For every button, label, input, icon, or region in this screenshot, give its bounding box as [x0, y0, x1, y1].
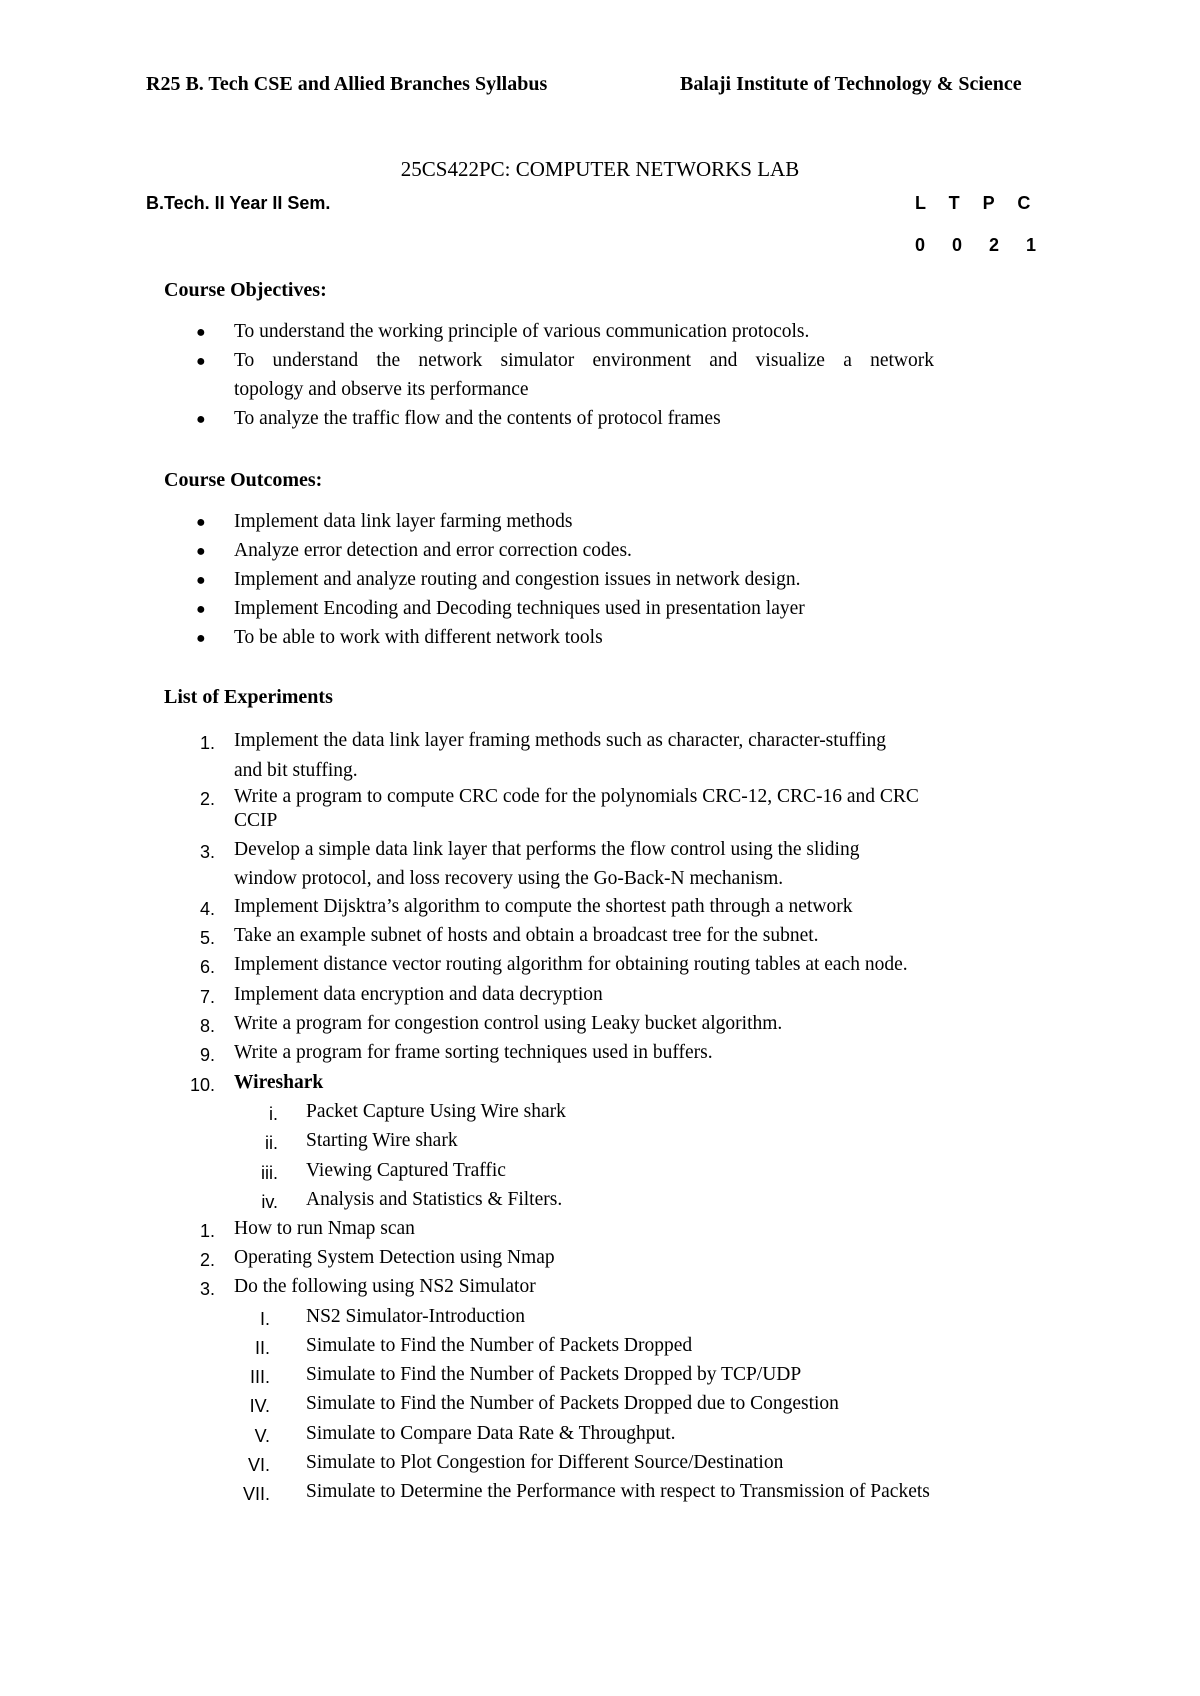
list-marker: i.	[269, 1104, 278, 1124]
bullet-icon: ●	[196, 514, 206, 531]
list-marker: VI.	[247, 1455, 270, 1475]
experiment-item: Take an example subnet of hosts and obtain a broadcast tree for the subnet.	[234, 925, 819, 946]
list-marker: IV.	[249, 1396, 270, 1416]
list-marker: iv.	[261, 1192, 278, 1212]
experiment-item-continuation: CCIP	[234, 810, 278, 831]
outcome-item: To be able to work with different network tools	[234, 627, 603, 648]
list-marker: 2.	[199, 1250, 215, 1270]
experiment-item: Implement data encryption and data decryption	[234, 984, 603, 1005]
header-right: Balaji Institute of Technology & Science	[680, 73, 1022, 95]
ns2-sub-item: Simulate to Find the Number of Packets Dropped	[306, 1335, 693, 1356]
ns2-sub-item: Simulate to Plot Congestion for Different Source/Destination	[306, 1452, 784, 1473]
ns2-sub-item: Simulate to Find the Number of Packets Dropped due to Congestion	[306, 1393, 839, 1414]
experiment-item: Implement the data link layer framing methods such as character, character-stuffing	[234, 730, 886, 751]
experiment-item: Implement Dijsktra’s algorithm to compute the shortest path through a network	[234, 896, 853, 917]
objective-item: To analyze the traffic flow and the contents of protocol frames	[234, 408, 721, 429]
list-marker: 8.	[199, 1016, 215, 1036]
bullet-icon: ●	[196, 572, 206, 589]
list-marker: 3.	[199, 842, 215, 862]
extra-item: How to run Nmap scan	[234, 1218, 415, 1239]
list-marker: 7.	[199, 987, 215, 1007]
list-marker: II.	[254, 1338, 270, 1358]
outcome-item: Implement data link layer farming methods	[234, 511, 573, 532]
ns2-sub-item: Simulate to Determine the Performance with respect to Transmission of Packets	[306, 1481, 930, 1502]
wireshark-sub-item: Analysis and Statistics & Filters.	[306, 1189, 563, 1210]
list-marker: 2.	[199, 789, 215, 809]
experiment-item-wireshark: Wireshark	[234, 1072, 324, 1093]
wireshark-sub-item: Starting Wire shark	[306, 1130, 458, 1151]
experiment-item: Write a program for frame sorting techniques used in buffers.	[234, 1042, 713, 1063]
bullet-icon: ●	[196, 353, 206, 370]
objectives-heading: Course Objectives:	[164, 279, 327, 301]
ns2-sub-item: NS2 Simulator-Introduction	[306, 1306, 525, 1327]
course-title: 25CS422PC: COMPUTER NETWORKS LAB	[400, 157, 800, 181]
bullet-icon: ●	[196, 601, 206, 618]
experiments-heading: List of Experiments	[164, 686, 333, 708]
list-marker: 10.	[189, 1075, 215, 1095]
outcome-item: Analyze error detection and error correction codes.	[234, 540, 632, 561]
bullet-icon: ●	[196, 630, 206, 647]
bullet-icon: ●	[196, 324, 206, 341]
list-marker: 9.	[199, 1045, 215, 1065]
objective-item: To understand the working principle of various communication protocols.	[234, 321, 810, 342]
ns2-sub-item: Simulate to Find the Number of Packets Dropped by TCP/UDP	[306, 1364, 802, 1385]
ltpc-values: 0 0 2 1	[915, 235, 1048, 255]
list-marker: 3.	[199, 1279, 215, 1299]
extra-item: Do the following using NS2 Simulator	[234, 1276, 536, 1297]
list-marker: 1.	[199, 1221, 215, 1241]
extra-item: Operating System Detection using Nmap	[234, 1247, 555, 1268]
list-marker: iii.	[261, 1163, 278, 1183]
header-left: R25 B. Tech CSE and Allied Branches Syllabus	[146, 73, 548, 95]
experiment-item-continuation: and bit stuffing.	[234, 760, 358, 781]
outcome-item: Implement Encoding and Decoding techniques used in presentation layer	[234, 598, 805, 619]
outcome-item: Implement and analyze routing and congestion issues in network design.	[234, 569, 801, 590]
course-year: B.Tech. II Year II Sem.	[146, 193, 331, 213]
list-marker: 4.	[199, 899, 215, 919]
wireshark-sub-item: Viewing Captured Traffic	[306, 1160, 506, 1181]
experiment-item: Write a program to compute CRC code for the polynomials CRC-12, CRC-16 and CRC	[234, 786, 919, 807]
list-marker: 5.	[199, 928, 215, 948]
bullet-icon: ●	[196, 543, 206, 560]
ltpc-label: L T P C	[915, 193, 1040, 213]
objective-item: To understand the network simulator environment and visualize a network	[234, 350, 934, 371]
experiment-item: Develop a simple data link layer that performs the flow control using the sliding	[234, 839, 860, 860]
outcomes-heading: Course Outcomes:	[164, 469, 323, 491]
experiment-item: Implement distance vector routing algorithm for obtaining routing tables at each node.	[234, 954, 908, 975]
bullet-icon: ●	[196, 411, 206, 428]
list-marker: III.	[249, 1367, 270, 1387]
list-marker: 6.	[199, 957, 215, 977]
ns2-sub-item: Simulate to Compare Data Rate & Throughput.	[306, 1423, 676, 1444]
list-marker: I.	[259, 1309, 270, 1329]
list-marker: 1.	[199, 733, 215, 753]
experiment-item-continuation: window protocol, and loss recovery using the Go-Back-N mechanism.	[234, 868, 784, 889]
wireshark-sub-item: Packet Capture Using Wire shark	[306, 1101, 566, 1122]
experiment-item: Write a program for congestion control using Leaky bucket algorithm.	[234, 1013, 783, 1034]
list-marker: V.	[254, 1426, 270, 1446]
objective-item-continuation: topology and observe its performance	[234, 379, 529, 400]
list-marker: ii.	[265, 1133, 278, 1153]
list-marker: VII.	[242, 1484, 270, 1504]
